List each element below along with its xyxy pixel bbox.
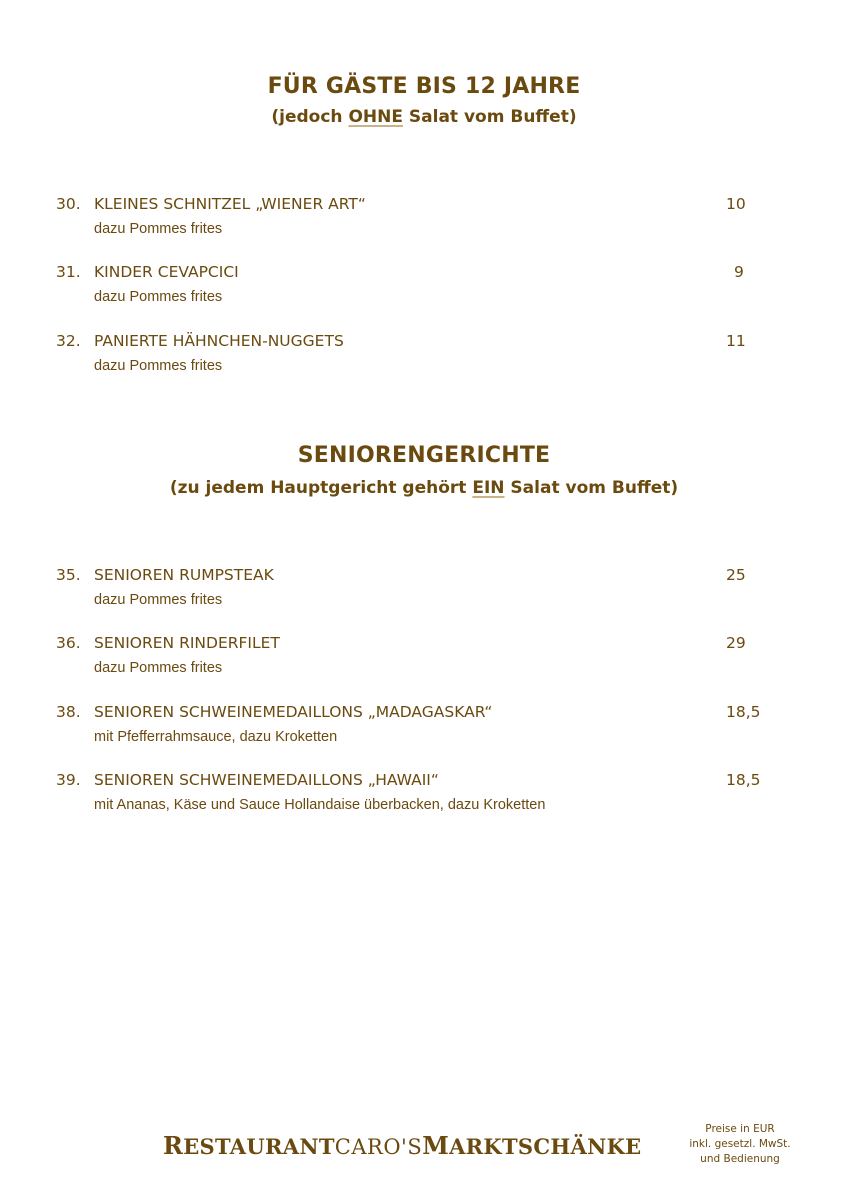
kids-subtitle-post: Salat vom Buffet) bbox=[402, 107, 577, 127]
item-name: SENIOREN SCHWEINEMEDAILLONS „HAWAII“ bbox=[94, 771, 439, 789]
item-number: 39. bbox=[56, 771, 81, 789]
item-number: 38. bbox=[56, 703, 81, 721]
item-description: mit Ananas, Käse und Sauce Hollandaise überbacken, dazu Kroketten bbox=[94, 797, 546, 813]
price-note-line: Preise in EUR bbox=[705, 1123, 775, 1135]
price-note-line: inkl. gesetzl. MwSt. bbox=[689, 1138, 791, 1150]
kids-subtitle-emphasis: OHNE bbox=[348, 107, 403, 127]
item-name: KLEINES SCHNITZEL „WIENER ART“ bbox=[94, 195, 366, 213]
logo-word: ARKTSCHÄNKE bbox=[449, 1134, 642, 1159]
item-description: mit Pfefferrahmsauce, dazu Kroketten bbox=[94, 729, 338, 745]
menu-item bbox=[56, 332, 766, 382]
menu-item bbox=[56, 263, 766, 313]
price-note bbox=[680, 1122, 800, 1167]
menu-item bbox=[56, 195, 766, 245]
item-price: 9 bbox=[734, 263, 744, 281]
menu-item bbox=[56, 703, 766, 753]
item-name: PANIERTE HÄHNCHEN-NUGGETS bbox=[94, 332, 344, 350]
item-number: 32. bbox=[56, 332, 81, 350]
restaurant-logo bbox=[163, 1131, 641, 1160]
seniors-section-subtitle bbox=[0, 478, 848, 498]
menu-item bbox=[56, 634, 766, 684]
seniors-section-title: SENIORENGERICHTE bbox=[297, 443, 551, 468]
item-name: SENIOREN RUMPSTEAK bbox=[94, 566, 274, 584]
logo-initial: R bbox=[163, 1131, 184, 1160]
seniors-subtitle-pre: (zu jedem Hauptgericht gehört bbox=[169, 478, 473, 498]
item-description: dazu Pommes frites bbox=[94, 221, 223, 237]
item-description: dazu Pommes frites bbox=[94, 592, 223, 608]
seniors-subtitle-emphasis: EIN bbox=[472, 478, 505, 498]
kids-section-subtitle bbox=[0, 107, 848, 127]
item-number: 30. bbox=[56, 195, 81, 213]
kids-subtitle-pre: (jedoch bbox=[271, 107, 349, 127]
item-name: SENIOREN SCHWEINEMEDAILLONS „MADAGASKAR“ bbox=[94, 703, 493, 721]
item-name: KINDER CEVAPCICI bbox=[94, 263, 239, 281]
item-description: dazu Pommes frites bbox=[94, 358, 223, 374]
item-price: 10 bbox=[726, 195, 746, 213]
kids-section-title: FÜR GÄSTE BIS 12 JAHRE bbox=[267, 74, 581, 99]
item-number: 35. bbox=[56, 566, 81, 584]
item-price: 11 bbox=[726, 332, 746, 350]
item-price: 18,5 bbox=[726, 771, 761, 789]
logo-initial: M bbox=[422, 1131, 450, 1160]
item-description: dazu Pommes frites bbox=[94, 289, 223, 305]
item-number: 31. bbox=[56, 263, 81, 281]
item-number: 36. bbox=[56, 634, 81, 652]
menu-item bbox=[56, 566, 766, 616]
item-price: 29 bbox=[726, 634, 746, 652]
item-name: SENIOREN RINDERFILET bbox=[94, 634, 280, 652]
item-price: 18,5 bbox=[726, 703, 761, 721]
item-description: dazu Pommes frites bbox=[94, 660, 223, 676]
price-note-line: und Bedienung bbox=[700, 1153, 780, 1165]
seniors-subtitle-post: Salat vom Buffet) bbox=[504, 478, 679, 498]
menu-item bbox=[56, 771, 766, 821]
item-price: 25 bbox=[726, 566, 746, 584]
logo-word: CARO'S bbox=[334, 1135, 423, 1159]
logo-word: ESTAURANT bbox=[183, 1134, 335, 1159]
